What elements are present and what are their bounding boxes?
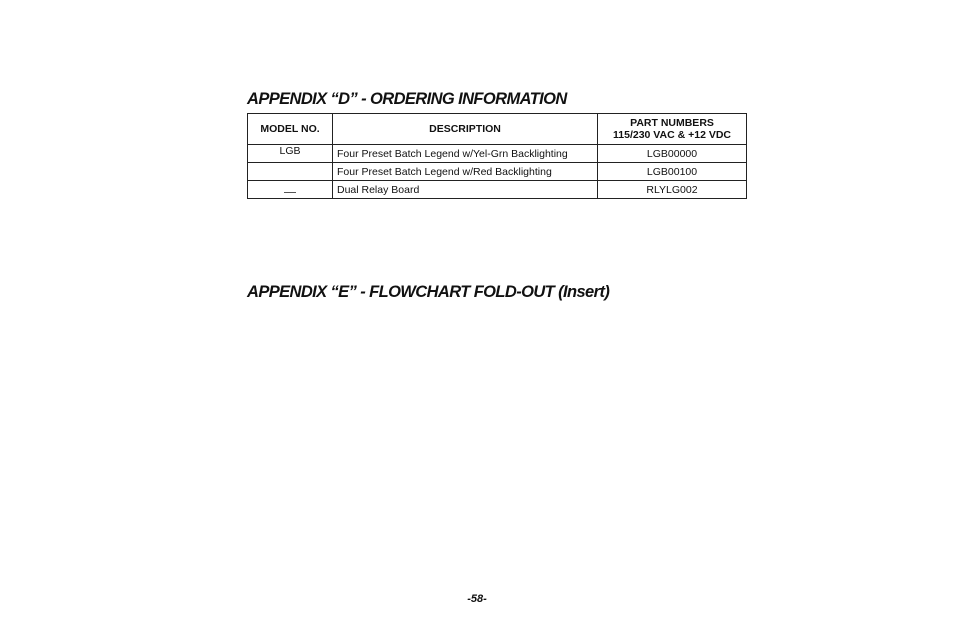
model-cell	[248, 163, 333, 181]
table-row	[248, 181, 747, 199]
table-row	[248, 163, 747, 181]
page-number: -58-	[467, 593, 487, 605]
model-cell: LGB	[248, 145, 333, 163]
description-cell: Four Preset Batch Legend w/Yel-Grn Backlighting	[333, 145, 598, 163]
header-part-numbers-line1: PART NUMBERS	[630, 117, 714, 129]
model-cell	[248, 181, 333, 199]
part-number-cell: LGB00100	[598, 163, 747, 181]
appendix-d-title: APPENDIX “D” - ORDERING INFORMATION	[247, 90, 567, 108]
header-model-no: MODEL NO.	[248, 114, 333, 145]
header-part-numbers	[598, 114, 747, 145]
appendix-e-title: APPENDIX “E” - FLOWCHART FOLD-OUT (Insert)	[247, 283, 610, 301]
header-part-numbers-line2: 115/230 VAC & +12 VDC	[613, 129, 731, 141]
description-cell: Dual Relay Board	[333, 181, 598, 199]
table-header-row	[248, 114, 747, 145]
part-number-cell: LGB00000	[598, 145, 747, 163]
table-row	[248, 145, 747, 163]
model-dash	[284, 192, 296, 193]
header-description: DESCRIPTION	[333, 114, 598, 145]
ordering-information-table	[247, 113, 747, 199]
description-cell: Four Preset Batch Legend w/Red Backlighting	[333, 163, 598, 181]
part-number-cell: RLYLG002	[598, 181, 747, 199]
